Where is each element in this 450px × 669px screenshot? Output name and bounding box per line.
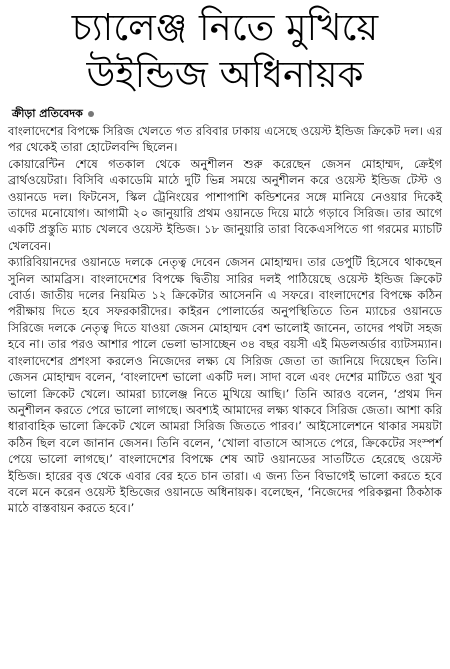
paragraph-3: ক্যারিবিয়ানদের ওয়ানডে দলকে নেতৃত্ব দেবেন জেসন মোহাম্মদ। তার ডেপুটি হিসেবে থাকছেন সুনিল আমব্রিস। বাংলাদেশের বিপক্ষে দ্বিতীয় সারির দলই পাঠিয়েছে ওয়েস্ট ইন্ডিজ ক্রিকেট বোর্ড। জাতীয় দলের নিয়মিত ১২ ক্রিকেটার আসেননি এ সফরে। বাংলাদেশের বিপক্ষে কঠিন পরীক্ষায় দিতে হবে সফরকারীদের। কাইরন পোলার্ডের অনুপস্থিতিতে তিন ম্যাচের ওয়ানডে সিরিজে দলকে নেতৃত্ব দিতে যাওয়া জেসন মোহাম্মদ বেশ ভালোই জানেন, তাদের পথটা সহজ হবে না। তার পরও আশার পালে ভেলা ভাসাচ্ছেন ৩৪ বছর বয়সী এই মিডলঅর্ডার ব্যাটসম্যান। বাংলাদেশের প্রশংসা করলেও নিজেদের লক্ষ্য যে সিরিজ জেতা তা জানিয়ে দিয়েছেন তিনি। জেসন মোহাম্মদ বলেন, ‘বাংলাদেশ ভালো একটি দল। সাদা বলে এবং দেশের মাটিতে ওরা খুব ভালো ক্রিকেট খেলে। আমরা চ্যালেঞ্জ নিতে মুখিয়ে আছি।’ তিনি আরও বলেন, ‘প্রথম দিন অনুশীলন করতে পেরে ভালো লাগছে। অবশ্যই আমাদের লক্ষ্য থাকবে সিরিজ জেতা। আশা করি ধারাবাহিক ভালো ক্রিকেট খেলে আমরা সিরিজ জিততে পারব।’ আইসোলেশনে থাকার সময়টা কঠিন ছিল বলে জানান জেসন। তিনি বলেন, ‘খোলা বাতাসে আসতে পেরে, ক্রিকেটের সংস্পর্শ পেয়ে ভালো লাগছে।’ বাংলাদেশের বিপক্ষে শেষ আট ওয়ানডের সাতটিতে হেরেছে ওয়েস্ট ইন্ডিজ। হারের বৃত্ত থেকে এবার বের হতে চান তারা। এ জন্য তিন বিভাগেই ভালো করতে হবে বলে মনে করেন ওয়েস্ট ইন্ডিজের ওয়ানডে অধিনায়ক। বলেছেন, ‘নিজেদের পরিকল্পনা ঠিকঠাক মাঠে বাস্তবায়ন করতে হবে।’: [8, 255, 442, 516]
headline-line-2: উইন্ডিজ অধিনায়ক: [86, 53, 364, 96]
byline: [12, 106, 442, 121]
byline-text: ক্রীড়া প্রতিবেদক: [12, 107, 83, 120]
headline-line-1: চ্যালেঞ্জ নিতে মুখিয়ে: [71, 6, 379, 49]
bullet-dot-icon: [88, 111, 94, 117]
paragraph-2: কোয়ারেন্টিন শেষে গতকাল থেকে অনুশীলন শুরু করেছেন জেসন মোহাম্মদ, ক্রেইগ ব্রার্থওয়েটরা। বিসিবি একাডেমি মাঠে দুটি ভিন্ন সময়ে অনুশীলন করে ওয়েস্ট ইন্ডিজ টেস্ট ও ওয়ানডে দল। ফিটনেস, স্কিল ট্রেনিংয়ের পাশাপাশি কন্ডিশনের সঙ্গে মানিয়ে নেওয়ার দিকেই তাদের মনোযোগ। আগামী ২০ জানুয়ারি প্রথম ওয়ানডে দিয়ে মাঠে গড়াবে সিরিজ। তার আগে একটি প্রস্তুতি ম্যাচ খেলবে ওয়েস্ট ইন্ডিজ। ১৮ জানুয়ারি তারা বিকেএসপিতে গা গরমের ম্যাচটি খেলবেন।: [8, 156, 442, 253]
article-body: [8, 123, 442, 517]
paragraph-1: বাংলাদেশের বিপক্ষে সিরিজ খেলতে গত রবিবার ঢাকায় এসেছে ওয়েস্ট ইন্ডিজ ক্রিকেট দল। এর পর থেকেই তারা হোটেলবন্দি ছিলেন।: [8, 124, 442, 155]
article-headline: [8, 4, 442, 98]
